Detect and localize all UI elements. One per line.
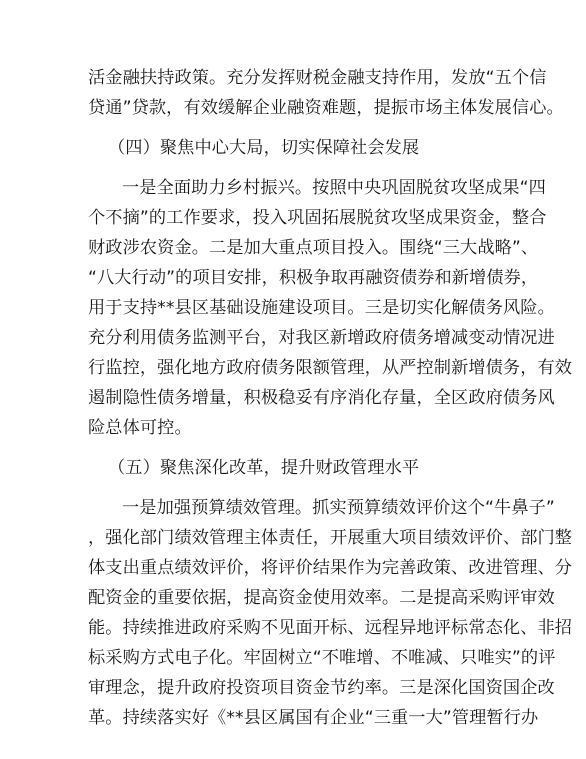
text-line: 贷通”贷款，有效缓解企业融资难题，提振市场主体发展信心。: [88, 98, 564, 118]
text-line: 行监控，强化地方政府债务限额管理，从严控制新增债务，有效: [88, 358, 573, 378]
text-line: 能。持续推进政府采购不见面开标、远程异地评标常态化、非招: [88, 618, 573, 638]
text-line: ，强化部门绩效管理主体责任，开展重大项目绩效评价、部门整: [88, 528, 573, 548]
document-body: [88, 63, 573, 733]
text-line: 审理念，提升政府投资项目资金节约率。三是深化国资国企改: [88, 678, 555, 698]
text-line: 标采购方式电子化。牢固树立“不唯增、不唯减、只唯实”的评: [88, 648, 556, 668]
text-line: 充分利用债务监测平台，对我区新增政府债务增减变动情况进: [88, 328, 555, 348]
paragraph-gap: [88, 483, 508, 493]
text-line: 遏制隐性债务增量，积极稳妥有序消化存量，全区政府债务风: [88, 388, 555, 408]
text-line: “八大行动”的项目安排，积极争取再融资债券和新增债券，: [88, 268, 539, 288]
paragraph-gap: [88, 443, 508, 453]
text-line: 用于支持**县区基础设施建设项目。三是切实化解债务风险。: [88, 298, 555, 318]
text-line: 体支出重点绩效评价，将评价结果作为完善政策、改进管理、分: [88, 558, 573, 578]
paragraph-gap: [88, 163, 508, 173]
text-line: 财政涉农资金。二是加大重点项目投入。围绕“三大战略”、: [88, 238, 539, 258]
text-line: 革。持续落实好《**县区属国有企业“三重一大”管理暂行办: [88, 708, 539, 728]
text-line: 一是全面助力乡村振兴。按照中央巩固脱贫攻坚成果“四: [122, 178, 546, 198]
section-heading-4: （四）聚焦中心大局，切实保障社会发展: [108, 138, 420, 158]
text-line: 配资金的重要依据，提高资金使用效率。二是提高采购评审效: [88, 588, 555, 608]
paragraph-gap: [88, 123, 508, 133]
text-line: 险总体可控。: [88, 418, 192, 438]
text-line: 一是加强预算绩效管理。抓实预算绩效评价这个“牛鼻子”: [122, 498, 555, 518]
text-line: 个不摘”的工作要求，投入巩固拓展脱贫攻坚成果资金，整合: [88, 208, 547, 228]
text-line: 活金融扶持政策。充分发挥财税金融支持作用，发放“五个信: [88, 68, 547, 88]
section-heading-5: （五）聚焦深化改革，提升财政管理水平: [108, 458, 420, 478]
